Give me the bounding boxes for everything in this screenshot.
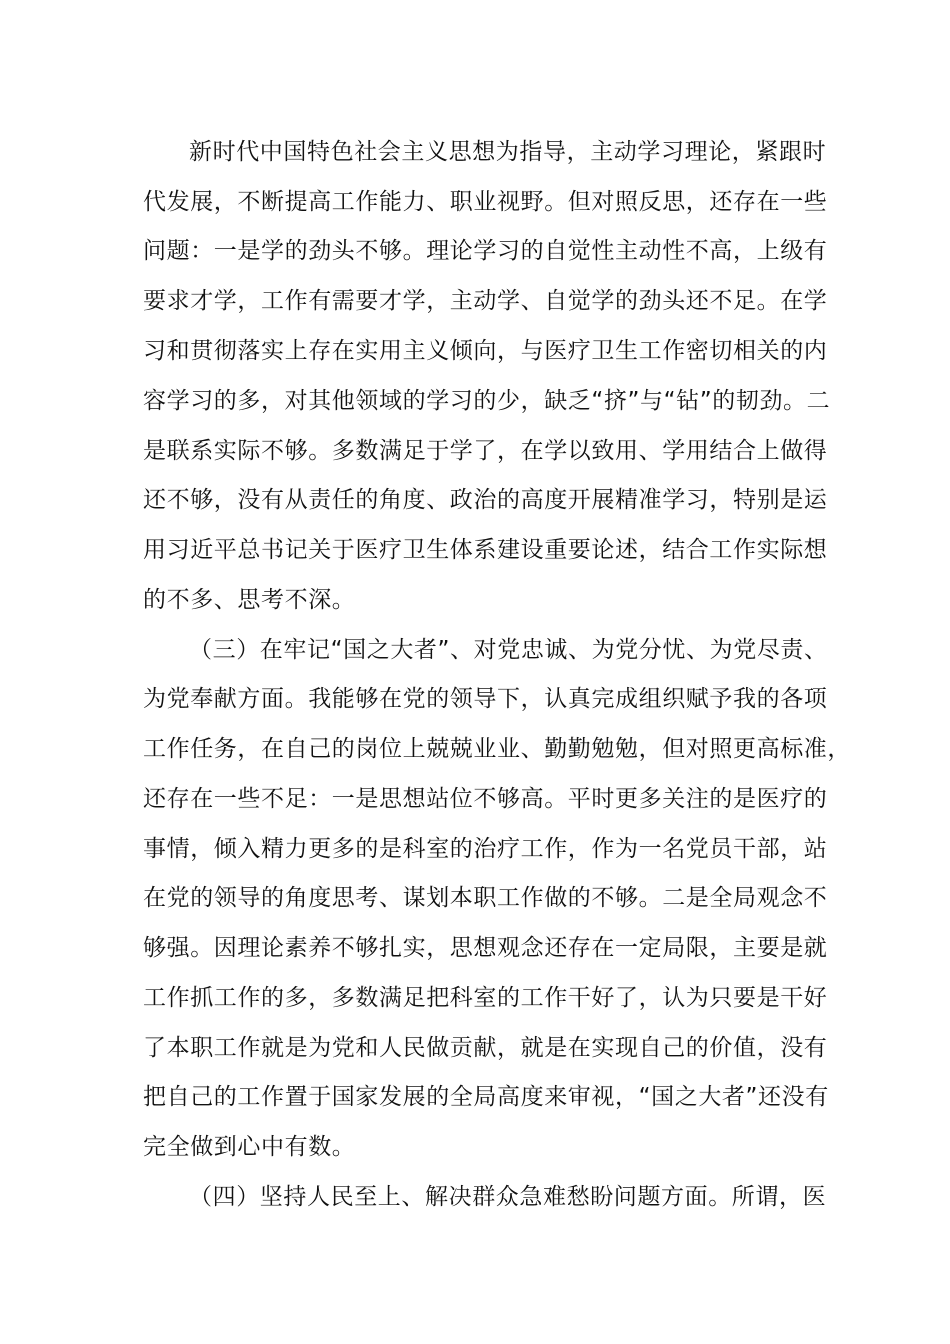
text-line: 了本职工作就是为党和人民做贡献，就是在实现自己的价值，没有: [143, 1035, 828, 1061]
text-line: 工作任务，在自己的岗位上兢兢业业、勤勤勉勉，但对照更高标准，: [143, 736, 851, 762]
text-line: 还存在一些不足：一是思想站位不够高。平时更多关注的是医疗的: [143, 786, 828, 812]
text-line: 问题：一是学的劲头不够。理论学习的自觉性主动性不高，上级有: [143, 238, 828, 264]
text-line: 用习近平总书记关于医疗卫生体系建设重要论述，结合工作实际想: [143, 537, 828, 563]
text-line: 新时代中国特色社会主义思想为指导，主动学习理论，紧跟时: [189, 139, 827, 165]
text-line: 还不够，没有从责任的角度、政治的高度开展精准学习，特别是运: [143, 487, 828, 513]
text-line: 容学习的多，对其他领域的学习的少，缺乏“挤”与“钻”的韧劲。二: [143, 388, 831, 414]
text-line: 为党奉献方面。我能够在党的领导下，认真完成组织赋予我的各项: [143, 686, 828, 712]
text-line: 在党的领导的角度思考、谋划本职工作做的不够。二是全局观念不: [143, 885, 828, 911]
text-line: 要求才学，工作有需要才学，主动学、自觉学的劲头还不足。在学: [143, 288, 828, 314]
text-line: 事情，倾入精力更多的是科室的治疗工作，作为一名党员干部，站: [143, 836, 828, 862]
text-line: 完全做到心中有数。: [143, 1134, 356, 1160]
text-line: 习和贯彻落实上存在实用主义倾向，与医疗卫生工作密切相关的内: [143, 338, 828, 364]
text-line: 够强。因理论素养不够扎实，思想观念还存在一定局限，主要是就: [143, 935, 828, 961]
text-line: （三）在牢记“国之大者”、对党忠诚、为党分忧、为党尽责、: [189, 637, 828, 663]
text-line: 代发展，不断提高工作能力、职业视野。但对照反思，还存在一些: [143, 189, 828, 215]
text-line: 工作抓工作的多，多数满足把科室的工作干好了，认为只要是干好: [143, 985, 828, 1011]
text-line: 的不多、思考不深。: [143, 587, 356, 613]
text-line: 是联系实际不够。多数满足于学了，在学以致用、学用结合上做得: [143, 438, 828, 464]
text-line: （四）坚持人民至上、解决群众急难愁盼问题方面。所谓，医: [189, 1184, 827, 1210]
text-line: 把自己的工作置于国家发展的全局高度来审视，“国之大者”还没有: [143, 1084, 829, 1110]
